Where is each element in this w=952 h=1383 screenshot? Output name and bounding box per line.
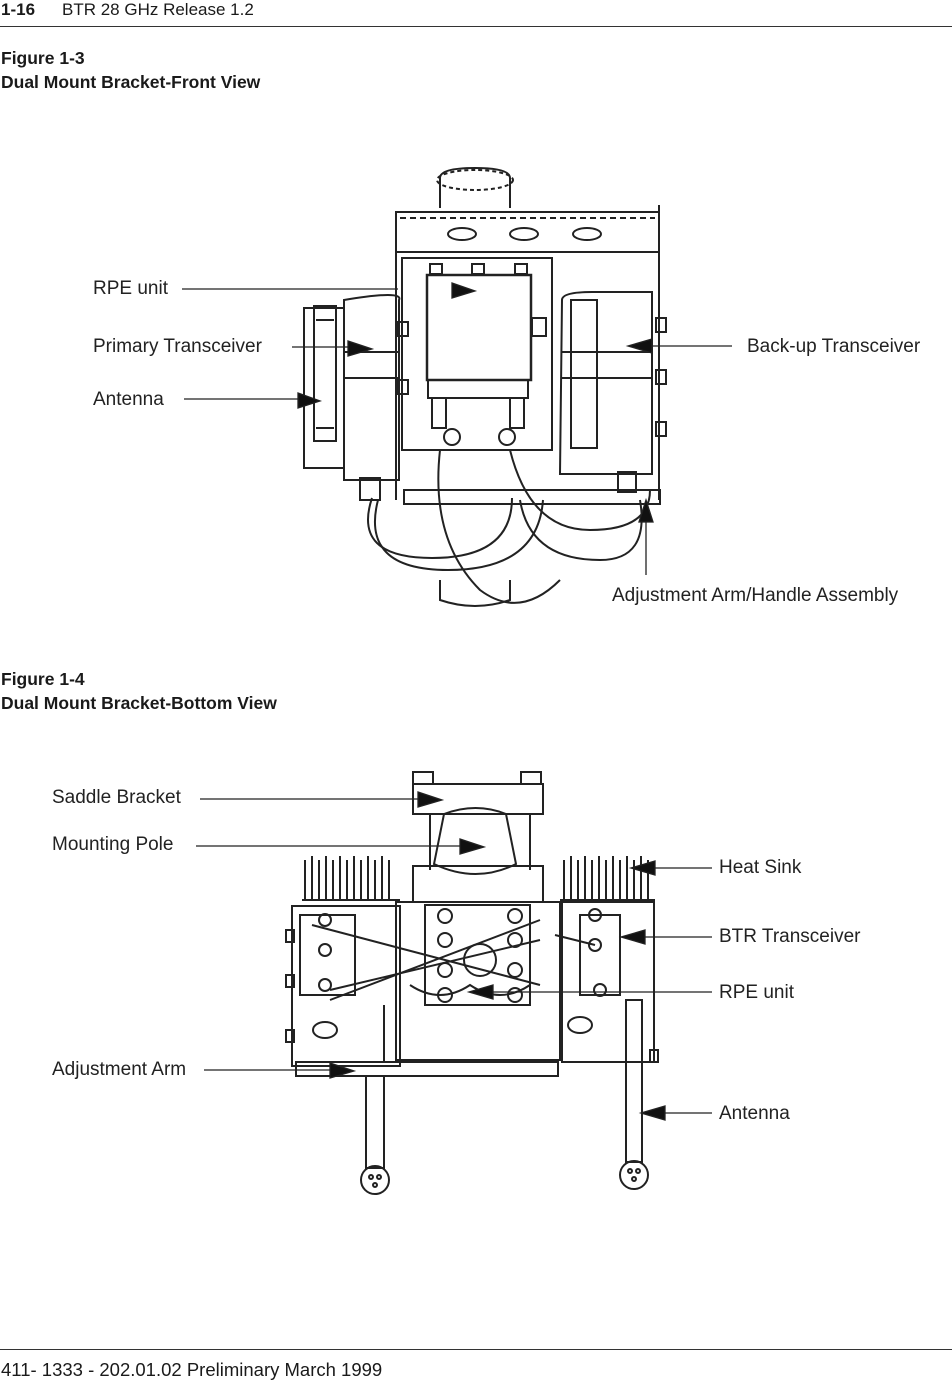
callout-rpe-unit: RPE unit	[93, 278, 168, 299]
page-number: 1-16	[1, 0, 36, 19]
page-footer-rule	[0, 1349, 952, 1350]
callout-btr-transceiver: BTR Transceiver	[719, 926, 861, 947]
callout-adjustment-arm: Adjustment Arm	[52, 1059, 187, 1080]
callout-antenna-bottom: Antenna	[719, 1103, 790, 1124]
callout-rpe-unit-bottom: RPE unit	[719, 982, 794, 1003]
callout-heat-sink: Heat Sink	[719, 857, 802, 878]
callout-backup-transceiver: Back-up Transceiver	[747, 336, 921, 357]
figure-4-number: Figure 1-4	[1, 669, 85, 689]
figure-3-title: Dual Mount Bracket-Front View	[1, 72, 261, 92]
document-title: BTR 28 GHz Release 1.2	[62, 0, 254, 19]
callout-primary-transceiver: Primary Transceiver	[93, 336, 262, 357]
callout-saddle-bracket: Saddle Bracket	[52, 787, 181, 808]
figure-3-number: Figure 1-3	[1, 48, 85, 68]
page-footer: 411- 1333 - 202.01.02 Preliminary March 1999	[1, 1359, 383, 1380]
callout-adjustment-arm-handle: Adjustment Arm/Handle Assembly	[612, 585, 899, 606]
callout-antenna: Antenna	[93, 389, 164, 410]
figure-4-title: Dual Mount Bracket-Bottom View	[1, 693, 277, 713]
callout-mounting-pole: Mounting Pole	[52, 834, 174, 855]
